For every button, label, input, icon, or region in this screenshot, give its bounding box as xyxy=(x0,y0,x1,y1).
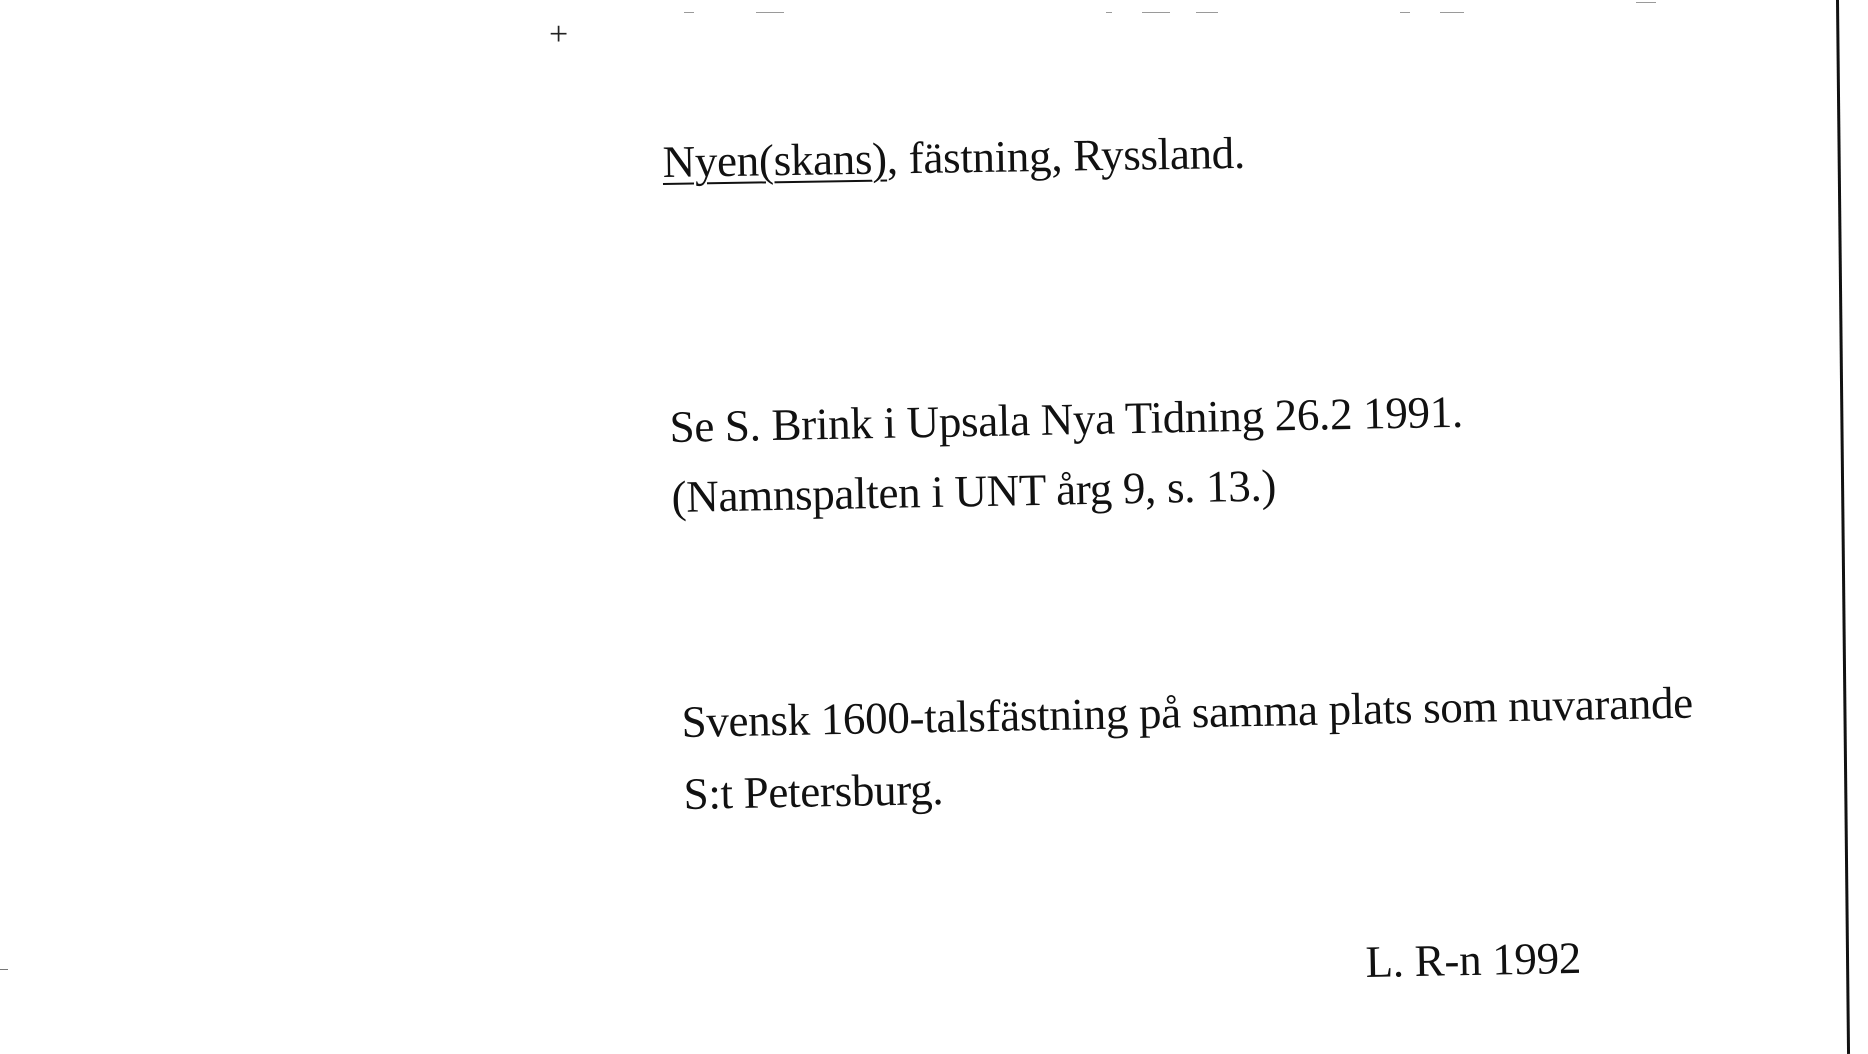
scan-artifact xyxy=(1636,2,1656,3)
description-line-1: Svensk 1600-talsfästning på samma plats som nuvarande xyxy=(681,677,1694,747)
scan-artifact xyxy=(1106,12,1112,13)
description-line-2: S:t Petersburg. xyxy=(683,764,944,819)
reference-line-2: (Namnspalten i UNT årg 9, s. 13.) xyxy=(671,460,1277,522)
place-description: , fästning, Ryssland. xyxy=(886,127,1246,184)
scan-artifact xyxy=(1142,12,1170,13)
scan-artifact xyxy=(1440,12,1464,13)
card-heading xyxy=(662,127,1246,187)
corner-mark: + xyxy=(549,16,569,53)
scan-artifact xyxy=(756,12,784,13)
scan-artifact xyxy=(0,969,8,970)
signature: L. R-n 1992 xyxy=(1365,932,1582,987)
scan-artifact xyxy=(1196,12,1218,13)
place-name: Nyen(skans) xyxy=(662,133,888,187)
scan-artifact xyxy=(1400,12,1410,13)
reference-line-1: Se S. Brink i Upsala Nya Tidning 26.2 1991. xyxy=(669,386,1464,452)
scan-artifact xyxy=(684,12,694,13)
card-edge xyxy=(1836,0,1850,1054)
